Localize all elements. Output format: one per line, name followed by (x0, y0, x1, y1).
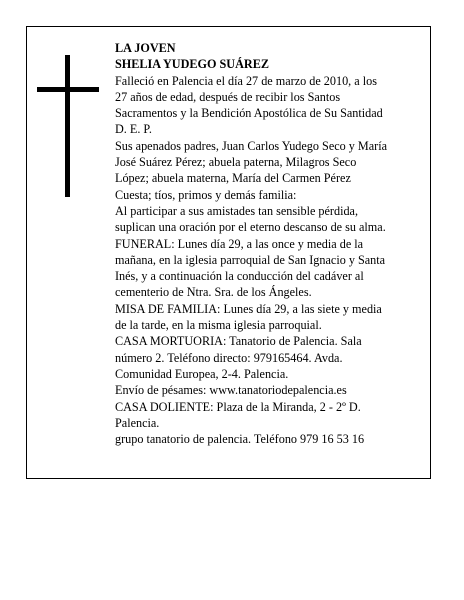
body-line: Falleció en Palencia el día 27 de marzo de 2010, a los (115, 73, 377, 88)
body-line: CASA MORTUORIA: Tanatorio de Palencia. Sala (115, 334, 362, 349)
deceased-name: SHELIA YUDEGO SUÁREZ (115, 57, 269, 72)
body-line: José Suárez Pérez; abuela paterna, Milagros Seco (115, 155, 357, 170)
body-line: Cuesta; tíos, primos y demás familia: (115, 187, 297, 202)
body-line: Envío de pésames: www.tanatoriodepalencia.es (115, 383, 347, 398)
latin-cross-icon (37, 55, 99, 197)
body-line: 27 años de edad, después de recibir los Santos (115, 89, 341, 104)
cross-horizontal-bar (37, 87, 99, 92)
cross-vertical-bar (65, 55, 70, 197)
body-line: CASA DOLIENTE: Plaza de la Miranda, 2 - 2º D. (115, 399, 361, 414)
body-line: cementerio de Ntra. Sra. de los Ángeles. (115, 285, 312, 300)
body-line: Inés, y a continuación la conducción del cadáver al (115, 269, 364, 284)
body-line: mañana, en la iglesia parroquial de San Ignacio y Santa (115, 252, 386, 267)
body-line: Palencia. (115, 415, 160, 430)
body-line: Al participar a sus amistades tan sensible pérdida, (115, 203, 359, 218)
body-line: Sacramentos y la Bendición Apostólica de Su Santidad (115, 106, 383, 121)
body-line: número 2. Teléfono directo: 979165464. Avda. (115, 350, 343, 365)
body-line: grupo tanatorio de palencia. Teléfono 979 16 53 16 (115, 432, 365, 447)
body-line: de la tarde, en la misma iglesia parroquial. (115, 318, 322, 333)
body-line: MISA DE FAMILIA: Lunes día 29, a las siete y media (115, 301, 382, 316)
body-line: López; abuela materna, María del Carmen Pérez (115, 171, 351, 186)
body-line: FUNERAL: Lunes día 29, a las once y media de la (115, 236, 364, 251)
body-line: D. E. P. (115, 122, 152, 137)
body-line: Sus apenados padres, Juan Carlos Yudego Seco y María (115, 138, 388, 153)
body-line: Comunidad Europea, 2-4. Palencia. (115, 366, 289, 381)
body-line: suplican una oración por el eterno descanso de su alma. (115, 220, 386, 235)
obituary-text (115, 40, 423, 447)
deceased-title: LA JOVEN (115, 41, 176, 55)
